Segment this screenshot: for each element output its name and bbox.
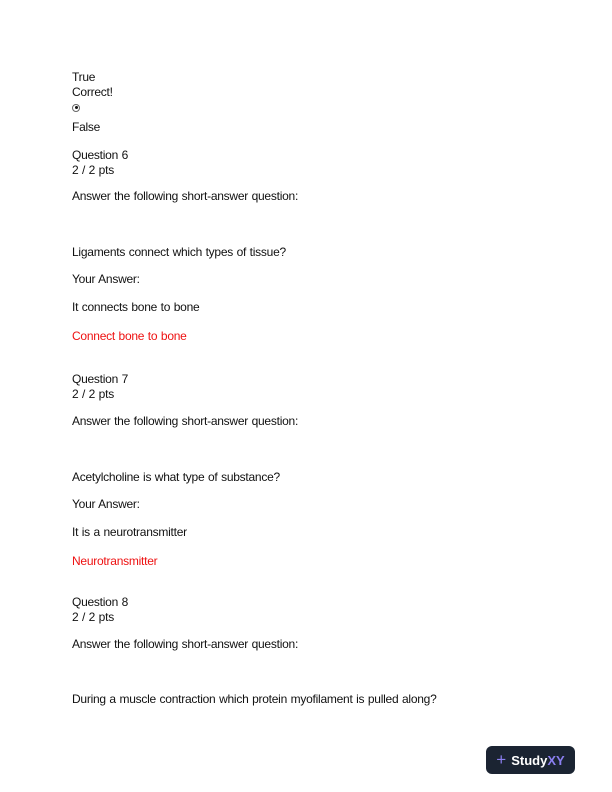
plus-icon: +	[496, 749, 507, 769]
question-title: Question 6	[72, 148, 129, 162]
studyxy-logo-badge	[486, 746, 575, 774]
brand-prefix: Study	[511, 752, 548, 768]
question-7-header	[72, 372, 572, 402]
question-prompt: Answer the following short-answer question:	[72, 414, 299, 428]
question-points: 2 / 2 pts	[72, 387, 114, 401]
brand-suffix: XY	[547, 752, 565, 768]
answer-option-true: True	[72, 70, 96, 84]
question-text: Ligaments connect which types of tissue?	[72, 245, 286, 259]
question-text: Acetylcholine is what type of substance?	[72, 470, 280, 484]
your-answer-label: Your Answer:	[72, 272, 140, 286]
correct-answer: Neurotransmitter	[72, 554, 158, 568]
question-title: Question 8	[72, 595, 129, 609]
brand-wordmark	[511, 754, 564, 767]
quiz-content	[72, 70, 572, 707]
student-answer: It connects bone to bone	[72, 300, 200, 314]
question-prompt: Answer the following short-answer question:	[72, 637, 299, 651]
question-prompt: Answer the following short-answer question:	[72, 189, 299, 203]
question-6-header	[72, 148, 572, 178]
radio-option-row	[72, 100, 572, 115]
radio-selected-icon[interactable]	[72, 104, 80, 112]
question-points: 2 / 2 pts	[72, 163, 114, 177]
correct-answer: Connect bone to bone	[72, 329, 187, 343]
question-points: 2 / 2 pts	[72, 610, 114, 624]
student-answer: It is a neurotransmitter	[72, 525, 187, 539]
answer-option-false: False	[72, 120, 101, 134]
question-title: Question 7	[72, 372, 129, 386]
your-answer-label: Your Answer:	[72, 497, 140, 511]
correct-label: Correct!	[72, 85, 113, 99]
question-text: During a muscle contraction which protein myofilament is pulled along?	[72, 692, 437, 706]
question-8-header	[72, 595, 572, 625]
